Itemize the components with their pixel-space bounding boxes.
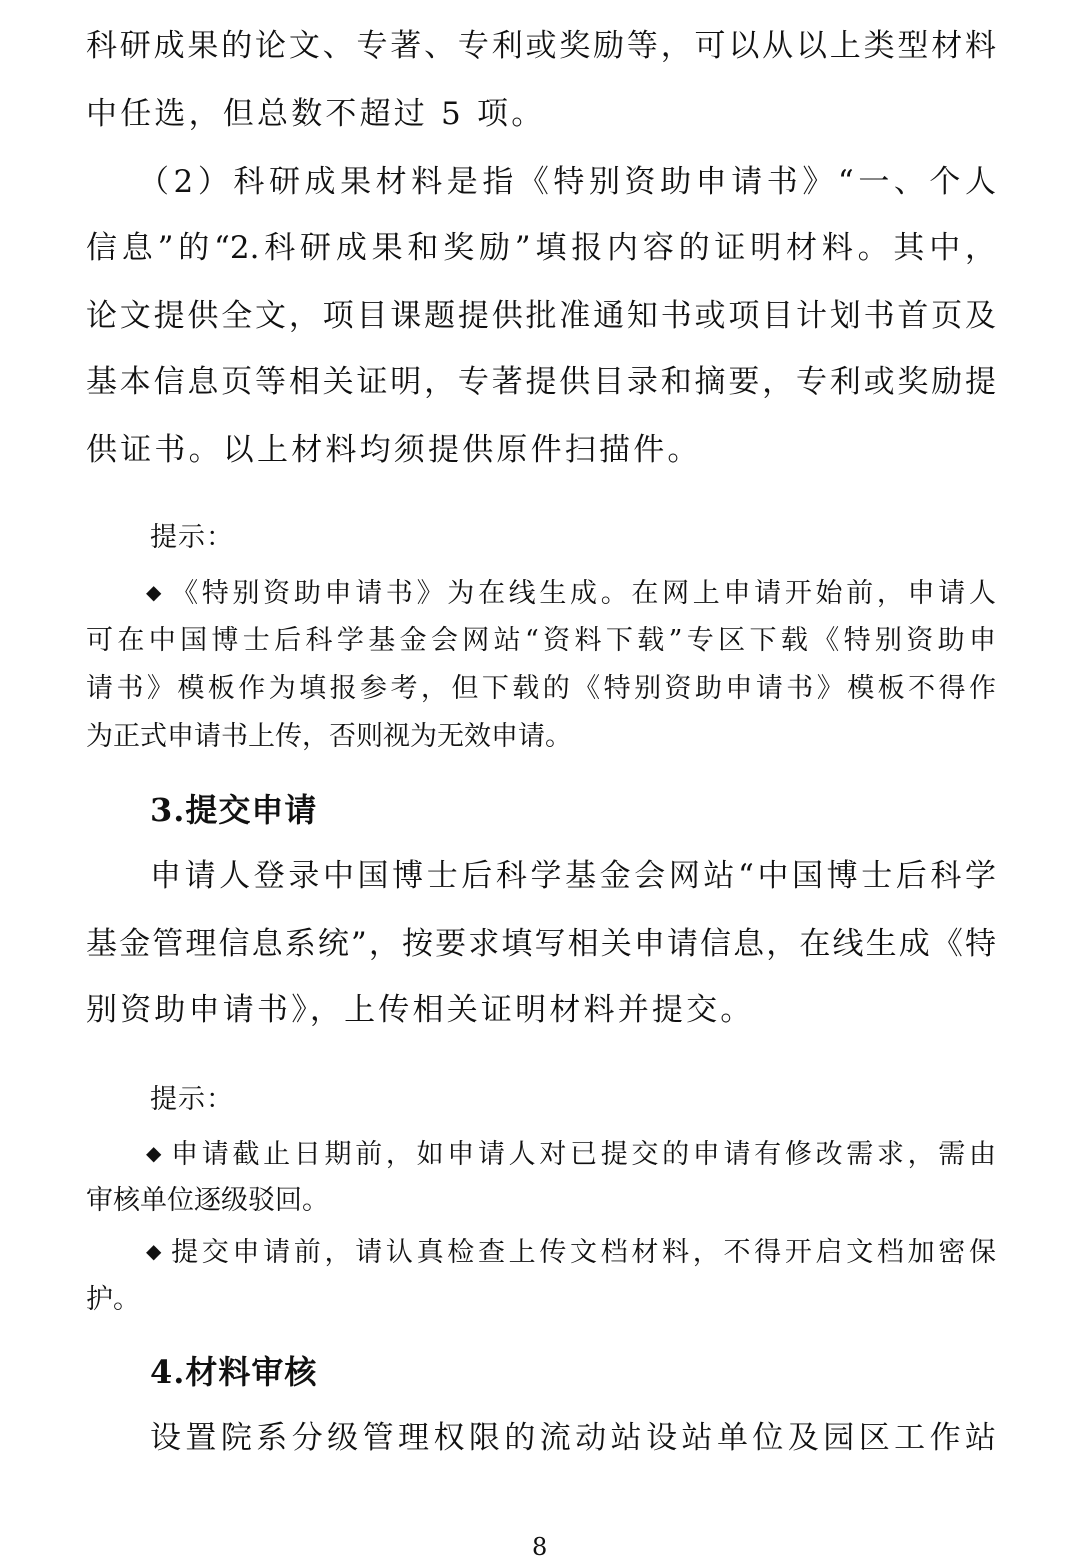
paragraph-line: 设置院系分级管理权限的流动站设站单位及园区工作站	[150, 1420, 996, 1456]
tip-label: 提示：	[150, 522, 234, 553]
tip-line: 审核单位逐级驳回。	[86, 1185, 329, 1216]
paragraph-line: （2）科研成果材料是指《特别资助申请书》“一、个人	[138, 164, 996, 200]
tip-line: 请书》模板作为填报参考，但下载的《特别资助申请书》模板不得作	[86, 673, 996, 704]
tip-line	[146, 1234, 996, 1270]
paragraph-line: 中任选，但总数不超过 5 项。	[86, 96, 546, 132]
tip-line: 护。	[86, 1284, 140, 1315]
diamond-bullet-icon: ◆	[146, 1239, 162, 1263]
paragraph-line: 别资助申请书》，上传相关证明材料并提交。	[86, 992, 755, 1028]
tip-text: 申请截止日期前，如申请人对已提交的申请有修改需求，需由	[167, 1139, 996, 1170]
tip-line	[146, 575, 996, 611]
paragraph-line: 基本信息页等相关证明，专著提供目录和摘要，专利或奖励提	[86, 364, 996, 400]
tip-text: 《特别资助申请书》为在线生成。在网上申请开始前，申请人	[167, 578, 996, 609]
paragraph-line: 论文提供全文，项目课题提供批准通知书或项目计划书首页及	[86, 298, 996, 334]
paragraph-line: 信息”的“2.科研成果和奖励”填报内容的证明材料。其中，	[86, 230, 996, 266]
page-number: 8	[532, 1533, 548, 1561]
tip-line	[146, 1136, 996, 1172]
paragraph-line: 申请人登录中国博士后科学基金会网站“中国博士后科学	[150, 858, 996, 894]
section-heading: 4.材料审核	[150, 1353, 318, 1391]
section-heading: 3.提交申请	[150, 791, 318, 829]
tip-line: 可在中国博士后科学基金会网站“资料下载”专区下载《特别资助申	[86, 625, 996, 656]
tip-text: 提交申请前，请认真检查上传文档材料，不得开启文档加密保	[167, 1237, 996, 1268]
paragraph-line: 供证书。以上材料均须提供原件扫描件。	[86, 432, 702, 468]
tip-label: 提示：	[150, 1084, 234, 1115]
diamond-bullet-icon: ◆	[146, 1141, 162, 1165]
tip-line: 为正式申请书上传，否则视为无效申请。	[86, 721, 572, 752]
paragraph-line: 基金管理信息系统”，按要求填写相关申请信息，在线生成《特	[86, 926, 996, 962]
diamond-bullet-icon: ◆	[146, 580, 162, 604]
paragraph-line: 科研成果的论文、专著、专利或奖励等，可以从以上类型材料	[86, 28, 996, 64]
